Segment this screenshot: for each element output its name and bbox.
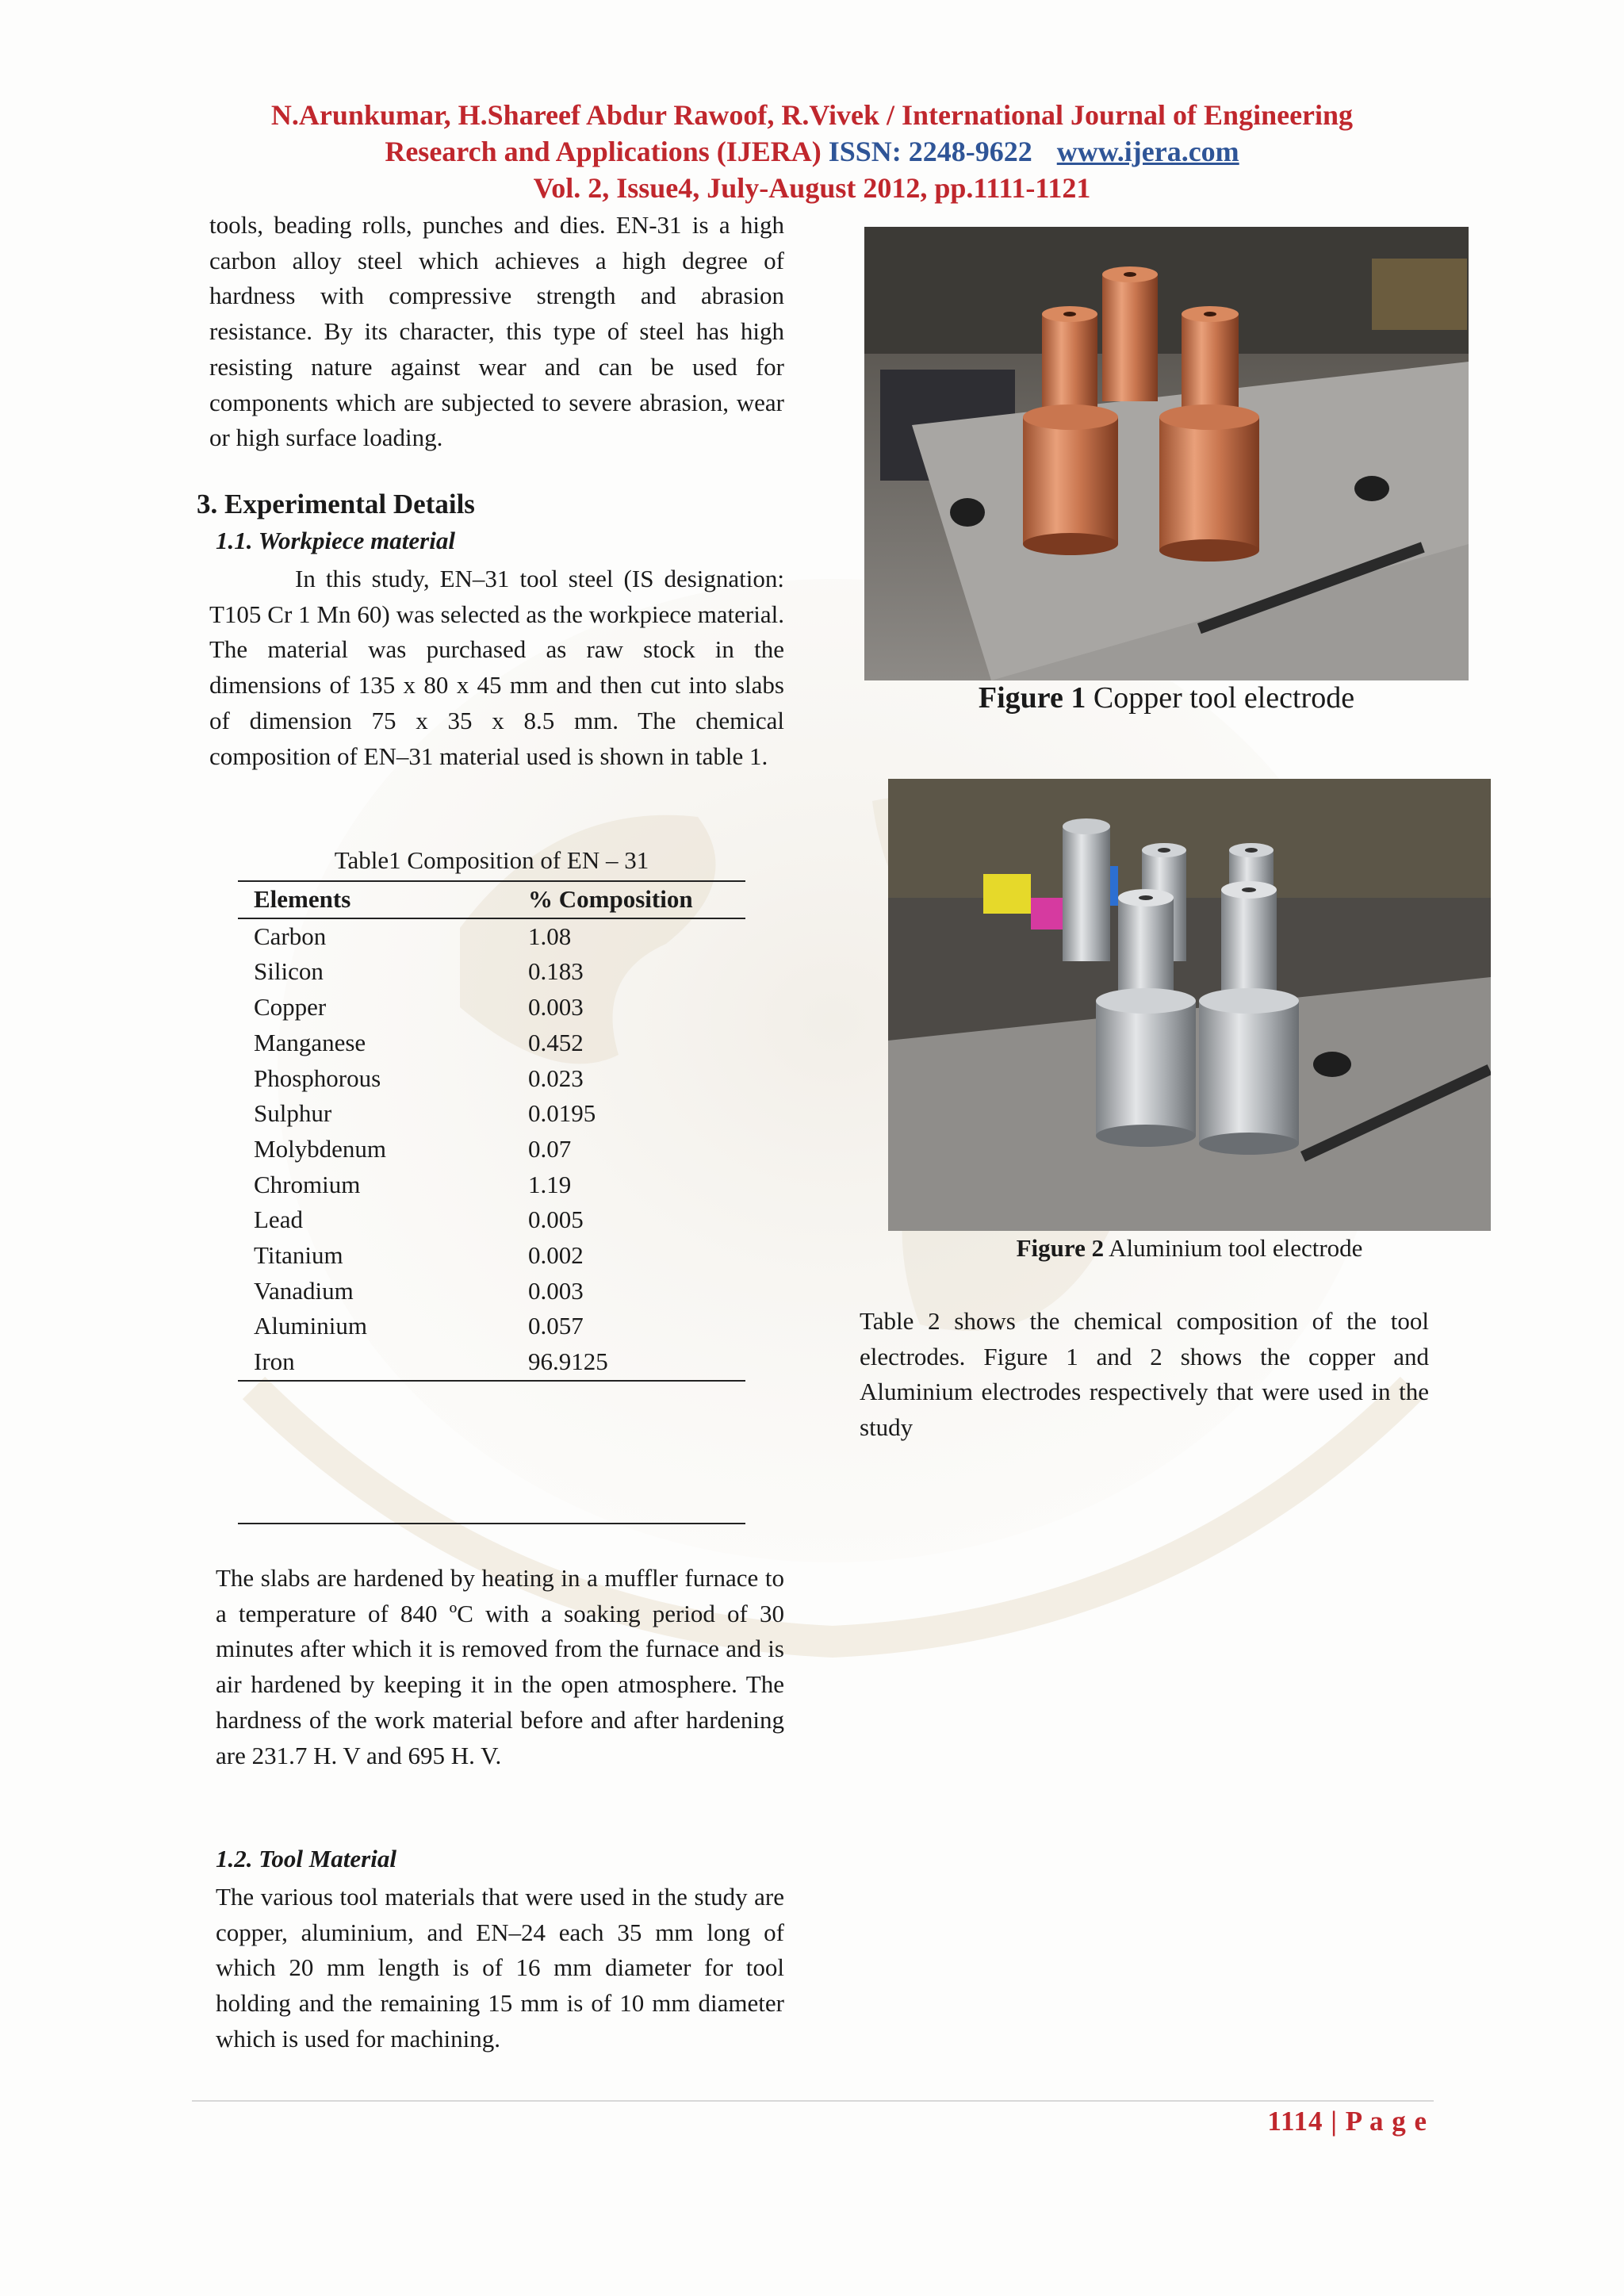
figure2-caption (888, 1234, 1491, 1263)
table-row (238, 1344, 745, 1381)
figure1-caption (864, 680, 1469, 715)
col-header-elements: Elements (238, 881, 512, 918)
element-name-cell: Vanadium (254, 1276, 354, 1305)
element-name-cell: Lead (254, 1205, 303, 1234)
composition-value-cell: 1.08 (528, 922, 572, 950)
element-name-cell: Silicon (254, 957, 324, 986)
figure2-label: Figure 2 (1016, 1234, 1105, 1262)
table-row (238, 1132, 745, 1167)
composition-value-cell: 0.003 (528, 993, 584, 1022)
journal-name: Research and Applications (IJERA) (385, 136, 822, 167)
journal-url-link[interactable]: www.ijera.com (1056, 136, 1239, 167)
table-row (238, 1238, 745, 1274)
table-row (238, 990, 745, 1025)
table1-body (238, 918, 745, 1381)
table-row (238, 918, 745, 955)
element-name-cell: Iron (238, 1344, 512, 1381)
element-name-cell: Chromium (254, 1170, 361, 1198)
composition-value-cell: 0.07 (528, 1134, 572, 1163)
element-name-cell: Sulphur (254, 1099, 332, 1128)
hardening-paragraph (216, 1561, 784, 1773)
subsection-workpiece-heading: 1.1. Workpiece material (216, 527, 455, 554)
element-name-cell: Aluminium (254, 1312, 367, 1340)
table-row (238, 1167, 745, 1203)
composition-value-cell: 96.9125 (512, 1344, 745, 1381)
tool-material-text: The various tool materials that were used in the study are copper, aluminium, and EN–24 each 35 mm long of which 20 mm length is of 16 mm diameter for tool holding and the remaining 15 mm is of 10 mm diameter which is used for machining. (216, 1883, 784, 2053)
workpiece-text: In this study, EN–31 tool steel (IS designation: T105 Cr 1 Mn 60) was selected as the workpiece material. The material was purchased as raw stock in the dimensions of 135 x 80 x 45 mm and then cut into slabs of dimension 75 x 35 x 8.5 mm. The chemical composition of EN–31 material used is shown in table 1. (209, 565, 784, 770)
right-paragraph (860, 1304, 1429, 1446)
journal-header (0, 97, 1624, 206)
table-row (238, 1274, 745, 1309)
table-row (238, 1309, 745, 1344)
subsection-tool-heading: 1.2. Tool Material (216, 1845, 396, 1872)
right-text: Table 2 shows the chemical composition of the tool electrodes. Figure 1 and 2 shows the copper and Aluminium electrodes respectively that were used in the study (860, 1307, 1429, 1442)
element-name-cell: Titanium (254, 1241, 343, 1270)
figure1-label: Figure 1 (978, 681, 1086, 715)
table-row (238, 1096, 745, 1132)
page-number: 1114 | P a g e (1267, 2106, 1427, 2137)
table-row (238, 1061, 745, 1097)
composition-table (238, 880, 745, 1382)
header-line-1: N.Arunkumar, H.Shareef Abdur Rawoof, R.Vivek / International Journal of Engineering (270, 99, 1354, 131)
element-name-cell: Phosphorous (254, 1064, 381, 1092)
element-name-cell: Manganese (254, 1028, 366, 1056)
table-row (238, 1202, 745, 1238)
tool-material-paragraph (216, 1880, 784, 2057)
table-row (238, 1025, 745, 1061)
table-row (238, 954, 745, 990)
composition-value-cell: 0.0195 (528, 1099, 596, 1128)
footer-rule (192, 2100, 1434, 2102)
composition-value-cell: 0.002 (528, 1241, 584, 1270)
header-line-2 (0, 133, 1624, 170)
composition-value-cell: 0.057 (528, 1312, 584, 1340)
figure2-caption-text: Aluminium tool electrode (1109, 1234, 1363, 1262)
figure2-image (888, 779, 1491, 1231)
table-bottom-rule (238, 1523, 745, 1524)
table-header-row (238, 881, 745, 918)
header-line-3: Vol. 2, Issue4, July-August 2012, pp.1111-1121 (533, 172, 1091, 204)
composition-value-cell: 1.19 (528, 1170, 572, 1198)
composition-value-cell: 0.452 (528, 1028, 584, 1056)
composition-value-cell: 0.183 (528, 957, 584, 986)
composition-value-cell: 0.005 (528, 1205, 584, 1234)
element-name-cell: Molybdenum (254, 1134, 387, 1163)
workpiece-paragraph (209, 562, 784, 774)
issn: ISSN: 2248-9622 (828, 136, 1032, 167)
col-header-composition: % Composition (512, 881, 745, 918)
intro-paragraph (209, 208, 784, 456)
hardening-text: The slabs are hardened by heating in a muffler furnace to a temperature of 840 ºC with a soaking period of 30 minutes after which it is removed from the furnace and is air hardened by keeping it in the open atmosphere. The hardness of the work material before and after hardening are 231.7 H. V and 695 H. V. (216, 1564, 784, 1769)
composition-value-cell: 0.003 (528, 1276, 584, 1305)
table1-caption: Table1 Composition of EN – 31 (334, 846, 649, 874)
element-name-cell: Carbon (254, 922, 327, 950)
figure1-caption-text: Copper tool electrode (1093, 681, 1355, 715)
figure1-image (864, 227, 1469, 680)
section-heading: 3. Experimental Details (197, 489, 475, 519)
composition-value-cell: 0.023 (528, 1064, 584, 1092)
element-name-cell: Copper (254, 993, 327, 1022)
table1 (238, 880, 745, 1382)
intro-text: tools, beading rolls, punches and dies. EN-31 is a high carbon alloy steel which achieves a high degree of hardness with compressive strength and abrasion resistance. By its character, this type of steel has high resisting nature against wear and can be used for components which are subjected to severe abrasion, wear or high surface loading. (209, 211, 784, 452)
